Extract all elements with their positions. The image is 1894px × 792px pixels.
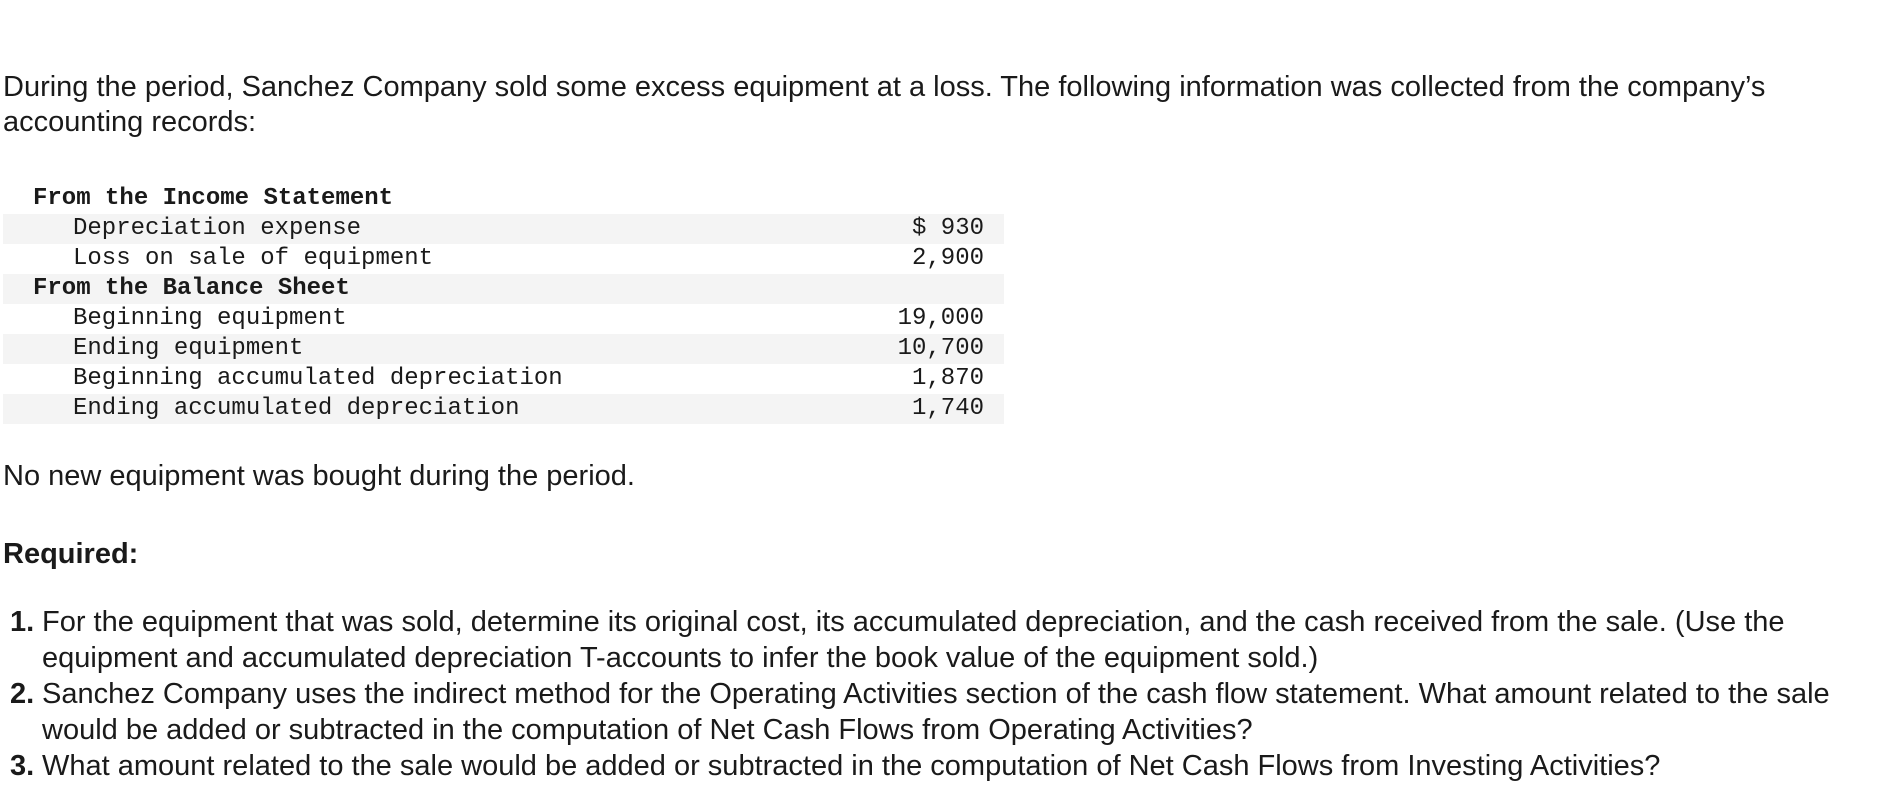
required-questions-list	[0, 604, 1894, 784]
question-item	[0, 676, 1894, 748]
loss-on-sale-label: Loss on sale of equipment	[73, 245, 434, 272]
question-text: Sanchez Company uses the indirect method for the Operating Activities section of the cash flow statement. What amount related to the sale would be added or subtracted in the computation of Net Cash Flows from Operating Activities?	[42, 678, 1830, 746]
ending-accumulated-depreciation-value: 1,740	[911, 395, 984, 422]
ending-equipment-value: 10,700	[897, 335, 984, 362]
table-row	[3, 244, 1004, 274]
beginning-accumulated-depreciation-value: 1,870	[911, 365, 984, 392]
table-row	[3, 304, 1004, 334]
question-text: What amount related to the sale would be added or subtracted in the computation of Net Cash Flows from Investing Activities?	[42, 750, 1661, 782]
question-number: 3.	[10, 750, 35, 782]
table-row	[3, 214, 1004, 244]
beginning-equipment-label: Beginning equipment	[73, 305, 347, 332]
table-section-heading	[3, 184, 1004, 214]
table-section-heading	[3, 274, 1004, 304]
required-heading: Required:	[3, 538, 139, 570]
question-item	[0, 604, 1894, 676]
question-text: For the equipment that was sold, determine its original cost, its accumulated depreciation, and the cash received from the sale. (Use the equipment and accumulated depreciation T-accounts to infer the book value of the equipment sold.)	[42, 606, 1785, 674]
depreciation-expense-label: Depreciation expense	[73, 215, 362, 242]
accounting-records-table	[3, 184, 1004, 424]
ending-equipment-label: Ending equipment	[73, 335, 304, 362]
ending-accumulated-depreciation-label: Ending accumulated depreciation	[73, 395, 520, 422]
intro-paragraph: During the period, Sanchez Company sold some excess equipment at a loss. The following information was collected from the company’s accounting records:	[3, 71, 1766, 138]
no-new-equipment-note: No new equipment was bought during the period.	[3, 460, 635, 492]
balance-sheet-heading: From the Balance Sheet	[33, 275, 350, 302]
beginning-accumulated-depreciation-label: Beginning accumulated depreciation	[73, 365, 563, 392]
income-statement-heading: From the Income Statement	[33, 185, 394, 212]
question-number: 1.	[10, 606, 35, 638]
loss-on-sale-value: 2,900	[911, 245, 984, 272]
question-item	[0, 748, 1894, 784]
beginning-equipment-value: 19,000	[897, 305, 984, 332]
table-row	[3, 394, 1004, 424]
depreciation-expense-value: $ 930	[911, 215, 984, 242]
table-row	[3, 364, 1004, 394]
question-number: 2.	[10, 678, 35, 710]
table-row	[3, 334, 1004, 364]
